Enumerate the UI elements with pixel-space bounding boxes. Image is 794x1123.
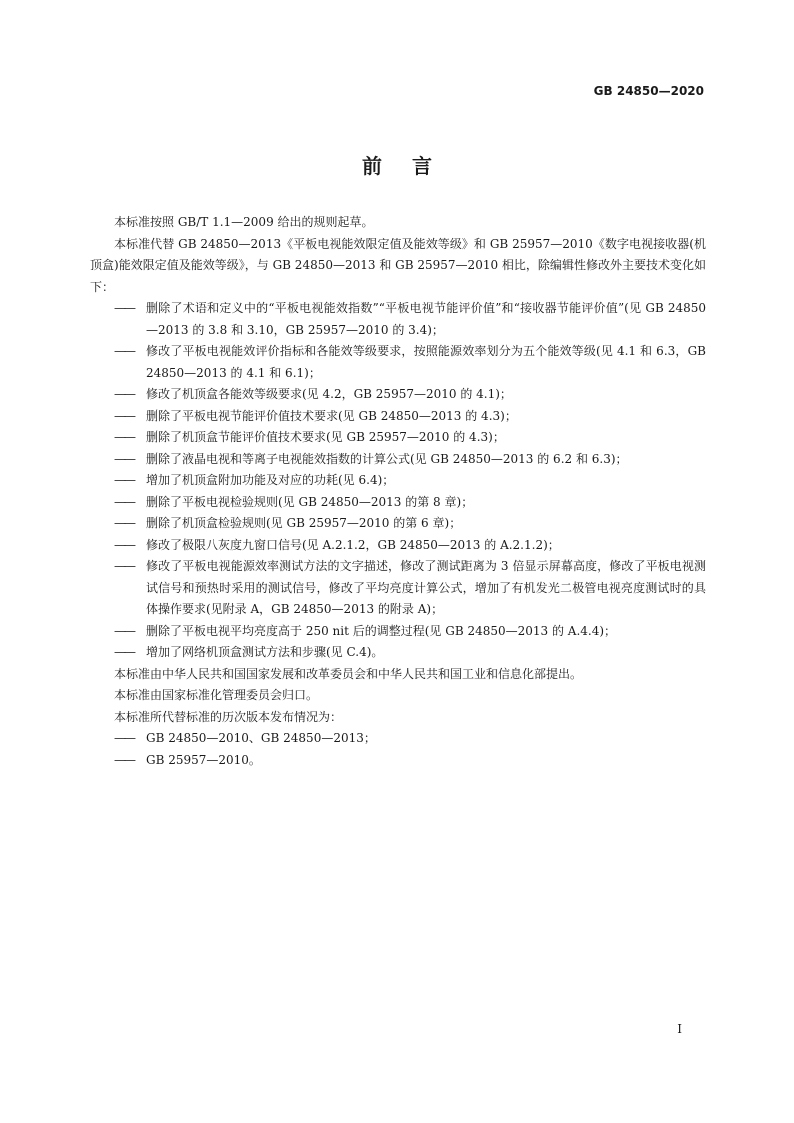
dash-marker: ——: [114, 731, 134, 745]
page-number: I: [677, 1022, 682, 1036]
change-text: 删除了平板电视平均亮度高于 250 nit 后的调整过程(见 GB 24850—2013 的 A.4.4)；: [146, 623, 617, 638]
dash-marker: ——: [114, 645, 134, 659]
centralized-paragraph: 本标准由国家标准化管理委员会归口。: [114, 688, 319, 702]
dash-marker: ——: [114, 408, 134, 423]
proposer-paragraph: 本标准由中华人民共和国国家发展和改革委员会和中华人民共和国工业和信息化部提出。: [114, 666, 583, 681]
dash-marker: ——: [114, 451, 134, 466]
dash-marker: ——: [114, 537, 134, 552]
change-item: [90, 492, 706, 514]
change-item: [90, 535, 706, 557]
change-item: [90, 298, 706, 341]
change-text: 修改了机顶盒各能效等级要求(见 4.2，GB 25957—2010 的 4.1)；: [146, 387, 512, 401]
change-text: 删除了液晶电视和等离子电视能效指数的计算公式(见 GB 24850—2013 的 6.2 和 6.3)；: [146, 451, 628, 466]
changes-list: [90, 298, 706, 664]
history-item: [90, 728, 706, 750]
change-text: 删除了机顶盒检验规则(见 GB 25957—2010 的第 6 章)；: [146, 516, 462, 530]
history-text: GB 24850—2010、GB 24850—2013；: [146, 731, 376, 745]
history-item: [90, 750, 706, 772]
change-item: [90, 427, 706, 449]
dash-marker: ——: [114, 559, 134, 573]
intro-paragraph-2: 本标准代替 GB 24850—2013《平板电视能效限定值及能效等级》和 GB 25957—2010《数字电视接收器(机顶盒)能效限定值及能效等级》，与 GB 24850—2013 和 GB 25957—2010 相比，除编辑性修改外主要技术变化如下：: [90, 236, 706, 294]
foreword-body: [90, 212, 706, 771]
history-intro-paragraph: 本标准所代替标准的历次版本发布情况为：: [114, 709, 343, 724]
change-text: 修改了平板电视能源效率测试方法的文字描述，修改了测试距离为 3 倍显示屏幕高度，修改了平板电视测试信号和预热时采用的测试信号，修改了平均亮度计算公式，增加了有机发光二极管电视亮度测试时的具体操作要求(见附录 A，GB 24850—2013 的附录 A)；: [146, 559, 706, 616]
history-text: GB 25957—2010。: [146, 752, 261, 767]
dash-marker: ——: [114, 623, 134, 638]
change-item: [90, 642, 706, 664]
change-text: 删除了机顶盒节能评价值技术要求(见 GB 25957—2010 的 4.3)；: [146, 430, 505, 444]
change-text: 增加了机顶盒附加功能及对应的功耗(见 6.4)；: [146, 473, 395, 487]
change-text: 修改了极限八灰度九窗口信号(见 A.2.1.2，GB 24850—2013 的 A.2.1.2)；: [146, 537, 560, 552]
dash-marker: ——: [114, 430, 134, 444]
change-text: 增加了网络机顶盒测试方法和步骤(见 C.4)。: [146, 645, 384, 659]
dash-marker: ——: [114, 752, 134, 767]
change-text: 修改了平板电视能效评价指标和各能效等级要求，按照能源效率划分为五个能效等级(见 4.1 和 6.3，GB 24850—2013 的 4.1 和 6.1)；: [146, 344, 706, 380]
change-text: 删除了平板电视检验规则(见 GB 24850—2013 的第 8 章)；: [146, 494, 474, 509]
dash-marker: ——: [114, 516, 134, 530]
dash-marker: ——: [114, 344, 134, 358]
history-list: [90, 728, 706, 771]
change-item: [90, 621, 706, 643]
change-item: [90, 556, 706, 621]
dash-marker: ——: [114, 473, 134, 487]
change-item: [90, 470, 706, 492]
change-item: [90, 449, 706, 471]
standard-number: GB 24850—2020: [593, 84, 704, 98]
dash-marker: ——: [114, 387, 134, 401]
dash-marker: ——: [114, 301, 134, 315]
intro-paragraph-1: 本标准按照 GB/T 1.1—2009 给出的规则起草。: [114, 215, 374, 229]
dash-marker: ——: [114, 494, 134, 509]
change-item: [90, 384, 706, 406]
page-title: 前言: [362, 154, 462, 178]
change-item: [90, 513, 706, 535]
change-text: 删除了术语和定义中的“平板电视能效指数”“平板电视节能评价值”和“接收器节能评价值”(见 GB 24850—2013 的 3.8 和 3.10，GB 25957—2010 的 3.4)；: [146, 301, 706, 337]
change-item: [90, 341, 706, 384]
change-text: 删除了平板电视节能评价值技术要求(见 GB 24850—2013 的 4.3)；: [146, 408, 517, 423]
change-item: [90, 406, 706, 428]
